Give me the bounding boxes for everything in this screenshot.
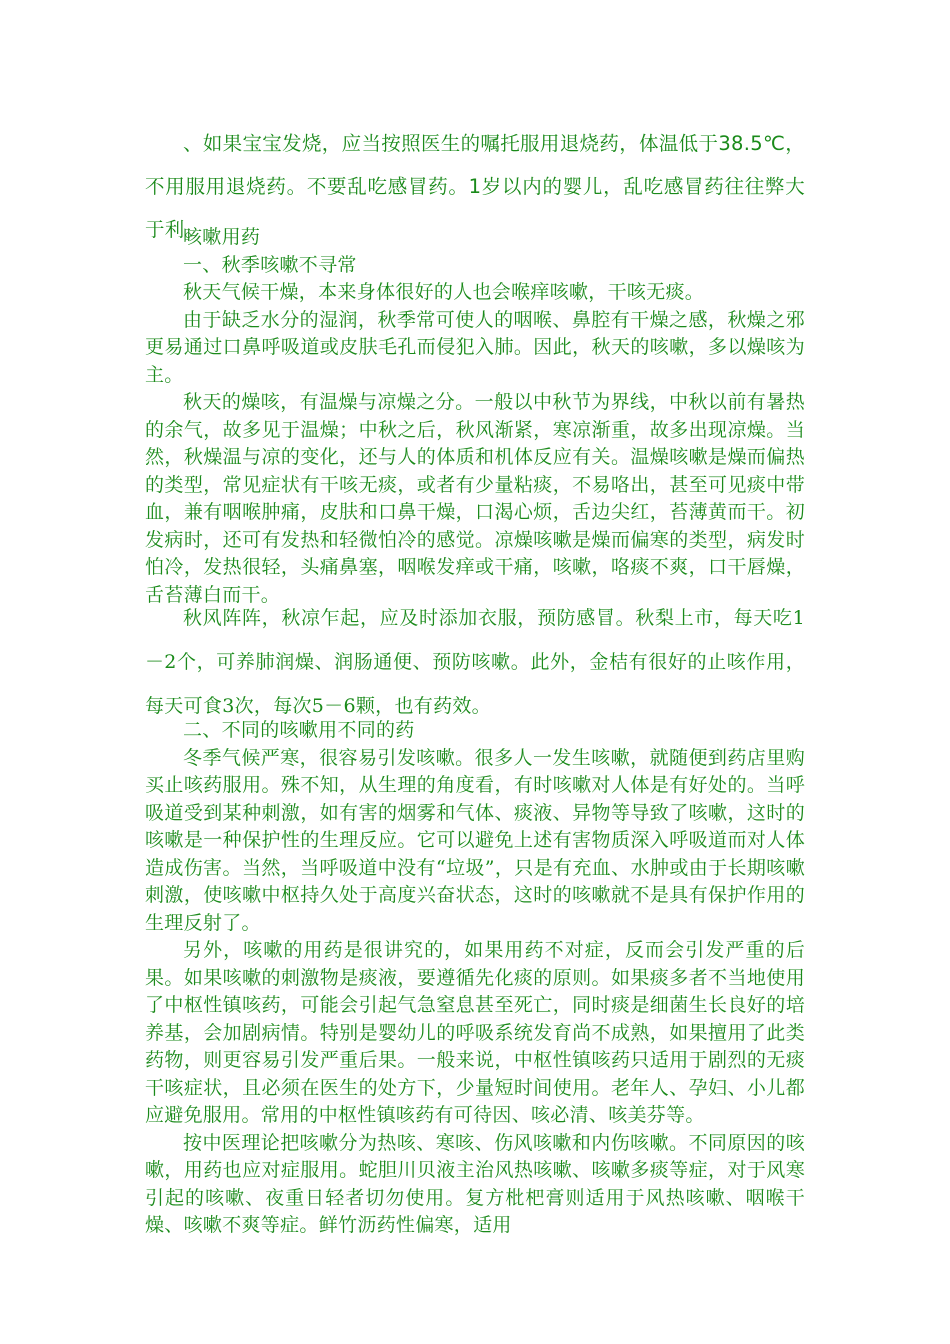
paragraph-winter-cough: 冬季气候严寒，很容易引发咳嗽。很多人一发生咳嗽，就随便到药店里购买止咳药服用。殊不知，从生理的角度看，有时咳嗽对人体是有好处的。当呼吸道受到某种刺激，如有害的烟雾和气体、痰液、异物等导致了咳嗽，这时的咳嗽是一种保护性的生理反应。它可以避免上述有害物质深入呼吸道而对人体造成伤害。当然，当呼吸道中没有“垃圾”，只是有充血、水肿或由于长期咳嗽刺激，使咳嗽中枢持久处于高度兴奋状态，这时的咳嗽就不是具有保护作用的生理反射了。 xyxy=(145,746,805,934)
paragraph-prevention: 秋风阵阵，秋凉乍起，应及时添加衣服，预防感冒。秋梨上市，每天吃1－2个，可养肺润燥、润肠通便、预防咳嗽。此外，金桔有很好的止咳作用，每天可食3次，每次5－6颗，也有药效。 xyxy=(145,607,805,717)
different-medicine-section xyxy=(145,717,805,1240)
paragraph-autumn-dry: 秋天气候干燥，本来身体很好的人也会喉痒咳嗽，干咳无痰。 xyxy=(183,281,705,303)
paragraph-lack-moisture: 由于缺乏水分的湿润，秋季常可使人的咽喉、鼻腔有干燥之感，秋燥之邪更易通过口鼻呼吸道或皮肤毛孔而侵犯入肺。因此，秋天的咳嗽，多以燥咳为主。 xyxy=(145,308,805,386)
section-title: 咳嗽用药 xyxy=(183,226,261,248)
paragraph-tcm-theory: 按中医理论把咳嗽分为热咳、寒咳、伤风咳嗽和内伤咳嗽。不同原因的咳嗽，用药也应对症服用。蛇胆川贝液主治风热咳嗽、咳嗽多痰等症，对于风寒引起的咳嗽、夜重日轻者切勿使用。复方枇杷膏则适用于风热咳嗽、咽喉干燥、咳嗽不爽等症。鲜竹沥药性偏寒，适用 xyxy=(145,1131,805,1236)
paragraph-dry-cough-types: 秋天的燥咳，有温燥与凉燥之分。一般以中秋节为界线，中秋以前有暑热的余气，故多见于温燥；中秋之后，秋风渐紧，寒凉渐重，故多出现凉燥。当然，秋燥温与凉的变化，还与人的体质和机体反应有关。温燥咳嗽是燥而偏热的类型，常见症状有干咳无痰，或者有少量粘痰，不易咯出，甚至可见痰中带血，兼有咽喉肿痛，皮肤和口鼻干燥，口渴心烦，舌边尖红，苔薄黄而干。初发病时，还可有发热和轻微怕冷的感觉。凉燥咳嗽是燥而偏寒的类型，病发时怕冷，发热很轻，头痛鼻塞，咽喉发痒或干痛，咳嗽，咯痰不爽，口干唇燥，舌苔薄白而干。 xyxy=(145,391,805,606)
subheading-autumn-cough: 一、秋季咳嗽不寻常 xyxy=(183,253,357,276)
autumn-prevention-block xyxy=(145,596,805,728)
cough-section xyxy=(145,224,805,609)
paragraph-medication-care: 另外，咳嗽的用药是很讲究的，如果用药不对症，反而会引发严重的后果。如果咳嗽的刺激物是痰液，要遵循先化痰的原则。如果痰多者不当地使用了中枢性镇咳药，可能会引起气急窒息甚至死亡，同时痰是细菌生长良好的培养基，会加剧病情。特别是婴幼儿的呼吸系统发育尚不成熟，如果擅用了此类药物，则更容易引发严重后果。一般来说，中枢性镇咳药只适用于剧烈的无痰干咳症状，且必须在医生的处方下，少量短时间使用。老年人、孕妇、小儿都应避免服用。常用的中枢性镇咳药有可待因、咳必清、咳美芬等。 xyxy=(145,939,805,1126)
subheading-different-medicine: 二、不同的咳嗽用不同的药 xyxy=(183,719,415,741)
paragraph-fever: 、如果宝宝发烧，应当按照医生的嘱托服用退烧药，体温低于38.5℃，不用服用退烧药。不要乱吃感冒药。1岁以内的婴儿，乱吃感冒药往往弊大于利。 xyxy=(145,132,805,241)
